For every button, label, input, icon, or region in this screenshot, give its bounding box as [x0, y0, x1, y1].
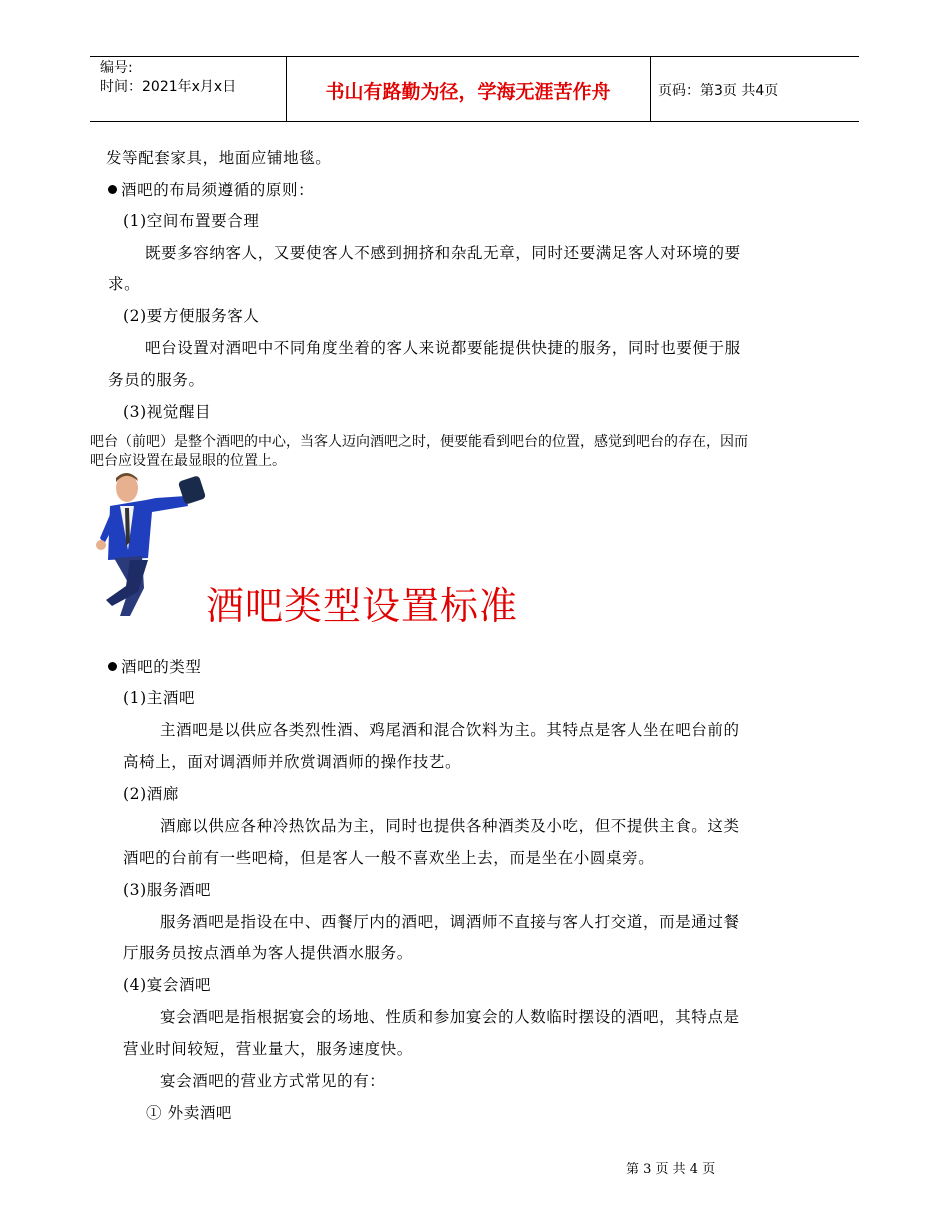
- subheading: (4)宴会酒吧: [123, 976, 212, 994]
- paragraph-line: 营业时间较短，营业量大，服务速度快。: [123, 1040, 413, 1058]
- paragraph-line: 主酒吧是以供应各类烈性酒、鸡尾酒和混合饮料为主。其特点是客人坐在吧台前的: [160, 721, 740, 739]
- subheading: (2)要方便服务客人: [123, 307, 260, 325]
- paragraph-line: 服务酒吧是指设在中、西餐厅内的酒吧，调酒师不直接与客人打交道，而是通过餐: [160, 913, 740, 931]
- paragraph-line: 酒吧的台前有一些吧椅，但是客人一般不喜欢坐上去，而是坐在小圆桌旁。: [123, 849, 655, 867]
- bullet-icon: [108, 662, 117, 671]
- heading-text: 酒吧的类型: [121, 658, 202, 676]
- subheading: (2)酒廊: [123, 785, 179, 803]
- subheading: (1)主酒吧: [123, 689, 196, 707]
- subheading: (1)空间布置要合理: [123, 212, 260, 230]
- paragraph-line: 高椅上，面对调酒师并欣赏调酒师的操作技艺。: [123, 753, 462, 771]
- page-footer: 第 3 页 共 4 页: [626, 1162, 716, 1177]
- paragraph-line: 宴会酒吧是指根据宴会的场地、性质和参加宴会的人数临时摆设的酒吧，其特点是: [160, 1008, 740, 1026]
- paragraph-line: 吧台（前吧）是整个酒吧的中心，当客人迈向酒吧之时，便要能看到吧台的位置，感觉到吧台的存在，因而: [90, 434, 748, 450]
- section-title: 酒吧类型设置标准: [206, 584, 519, 628]
- paragraph-line: 宴会酒吧的营业方式常见的有：: [160, 1072, 386, 1090]
- paragraph-line: 吧台应设置在最显眼的位置上。: [90, 453, 286, 469]
- header-page-info: 页码：第3页 共4页: [658, 83, 779, 99]
- heading-text: 酒吧的布局须遵循的原则：: [121, 181, 315, 199]
- bullet-heading: [108, 655, 202, 677]
- paragraph-line: 吧台设置对酒吧中不同角度坐着的客人来说都要能提供快捷的服务，同时也要便于服: [145, 339, 741, 357]
- bullet-heading: [108, 178, 314, 200]
- header-number: 编号:: [100, 60, 133, 76]
- paragraph-line: 发等配套家具，地面应铺地毯。: [106, 149, 332, 167]
- paragraph-line: 既要多容纳客人，又要使客人不感到拥挤和杂乱无章，同时还要满足客人对环境的要: [145, 244, 741, 262]
- list-item: ① 外卖酒吧: [146, 1104, 233, 1122]
- header-motto: 书山有路勤为径，学海无涯苦作舟: [325, 81, 611, 103]
- bullet-icon: [108, 185, 117, 194]
- paragraph-line: 厅服务员按点酒单为客人提供酒水服务。: [123, 944, 413, 962]
- subheading: (3)服务酒吧: [123, 881, 212, 899]
- header-meta: [100, 59, 236, 97]
- subheading: (3)视觉醒目: [123, 403, 212, 421]
- running-businessman-image: [86, 468, 216, 618]
- header-date: 时间：2021年x月x日: [100, 79, 237, 95]
- page-header: [90, 56, 859, 122]
- paragraph-line: 酒廊以供应各种冷热饮品为主，同时也提供各种酒类及小吃，但不提供主食。这类: [160, 817, 740, 835]
- paragraph-line: 求。: [108, 275, 141, 293]
- paragraph-line: 务员的服务。: [108, 371, 205, 389]
- header-divider: [650, 57, 651, 121]
